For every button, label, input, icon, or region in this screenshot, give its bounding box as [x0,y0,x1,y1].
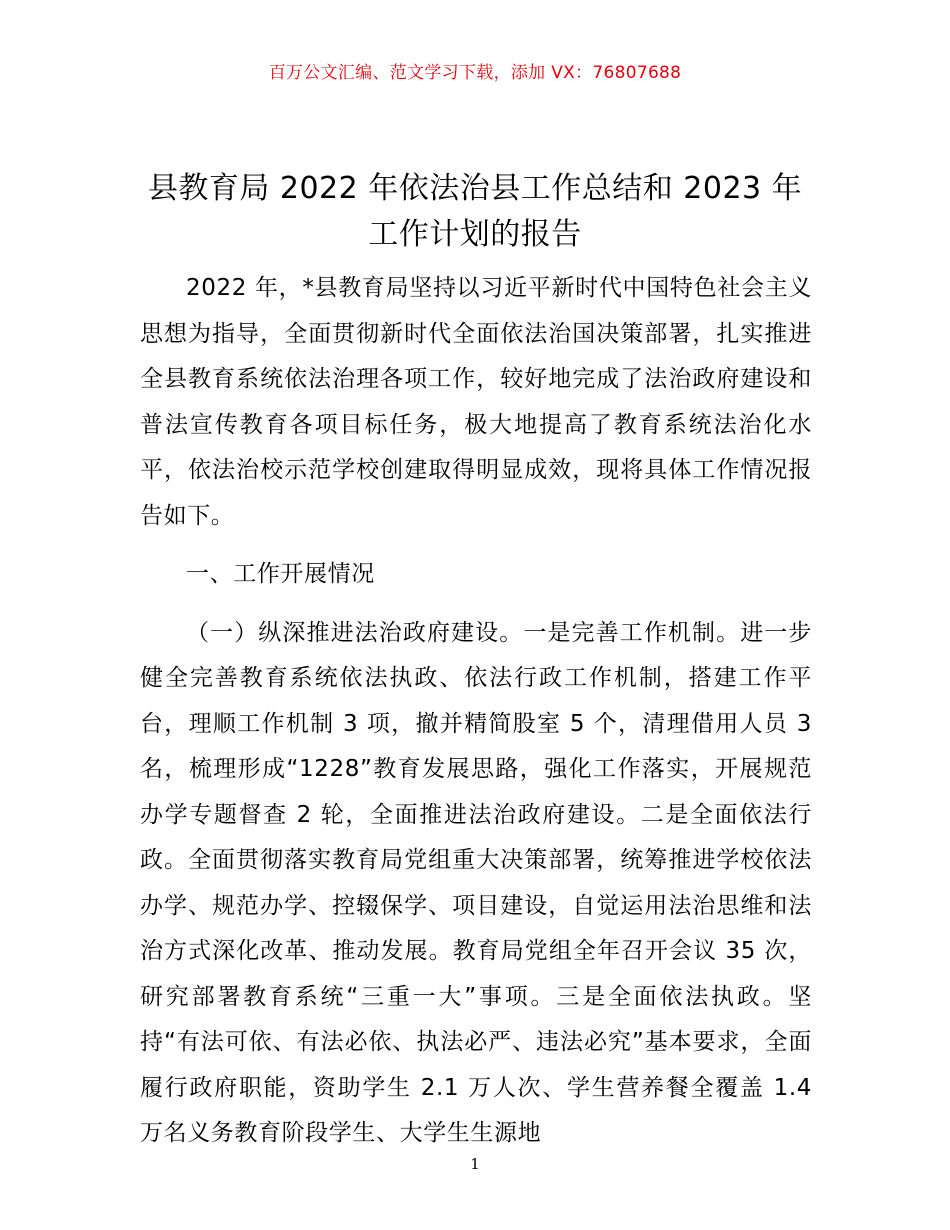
document-title-line-1: 县教育局 2022 年依法治县工作总结和 2023 年 [147,171,803,206]
intro-paragraph: 2022 年，*县教育局坚持以习近平新时代中国特色社会主义思想为指导，全面贯彻新时代全面依法治国决策部署，扎实推进全县教育系统依法治理各项工作，较好地完成了法治政府建设和普法宣传教育各项目标任务，极大地提高了教育系统法治化水平，依法治校示范学校创建取得明显成效，现将具体工作情况报告如下。 [140,275,812,529]
document-title-line-2: 工作计划的报告 [368,217,582,252]
section-heading-1: 一、工作开展情况 [186,561,375,587]
page-number: 1 [470,1155,480,1173]
document-body [140,266,812,1157]
document-title [140,166,810,258]
header-watermark-note: 百万公文汇编、范文学习下载，添加 VX：76807688 [268,63,682,83]
section-1-paragraph-1: （一）纵深推进法治政府建设。一是完善工作机制。进一步健全完善教育系统依法执政、依法行政工作机制，搭建工作平台，理顺工作机制 3 项，撤并精简股室 5 个，清理借用人员 3 名，梳理形成“1228”教育发展思路，强化工作落实，开展规范办学专题督查 2 轮，全面推进法治政府建设。二是全面依法行政。全面贯彻落实教育局党组重大决策部署，统筹推进学校依法办学、规范办学、控辍保学、项目建设，自觉运用法治思维和法治方式深化改革、推动发展。教育局党组全年召开会议 35 次，研究部署教育系统“三重一大”事项。三是全面依法执政。坚持“有法可依、有法必依、执法必严、违法必究”基本要求，全面履行政府职能，资助学生 2.1 万人次、学生营养餐全覆盖 1.4 万名义务教育阶段学生、大学生生源地 [140,619,812,1146]
